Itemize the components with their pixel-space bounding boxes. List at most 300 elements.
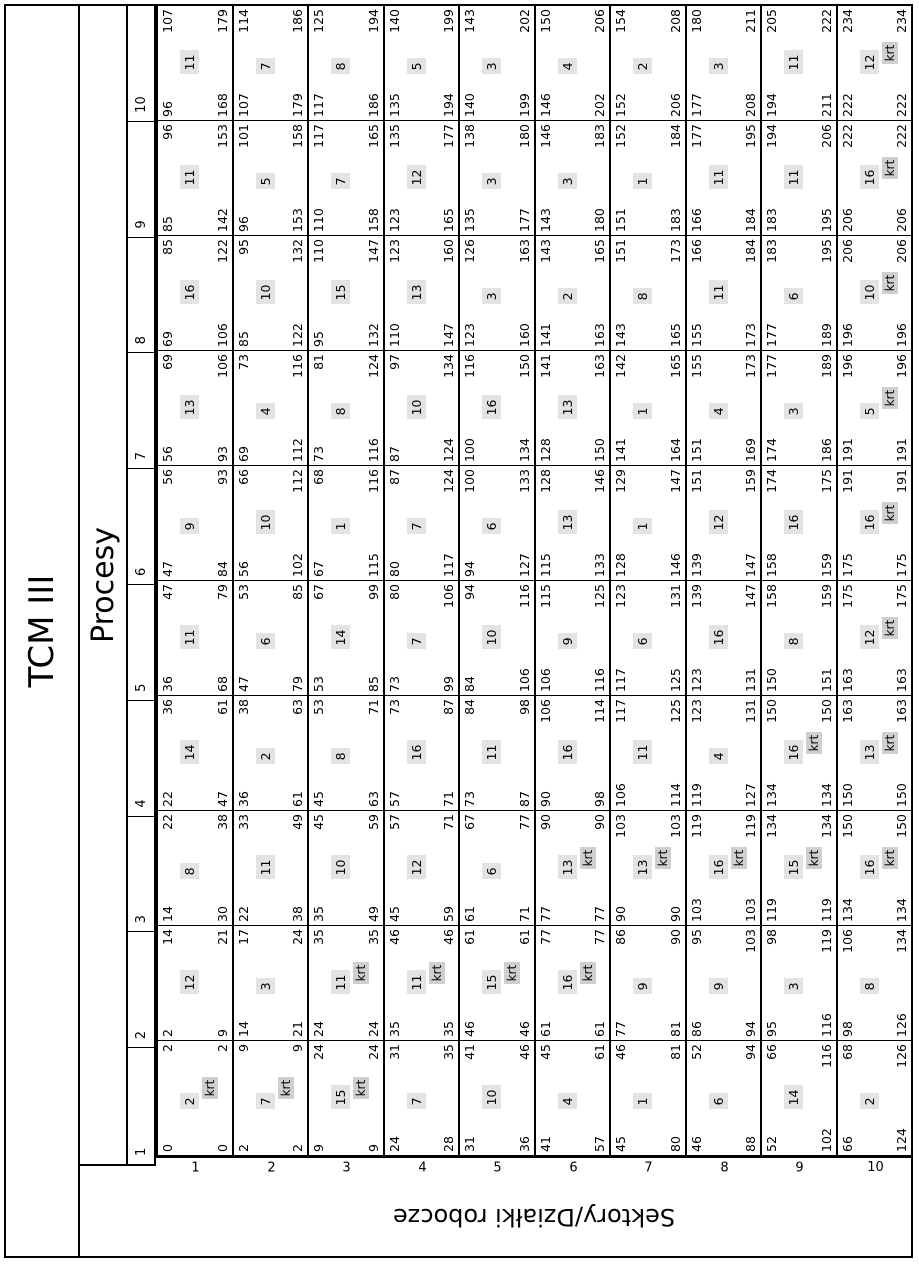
late-start: 186 bbox=[365, 93, 381, 117]
column-header-6: 6 bbox=[128, 469, 154, 585]
early-finish: 53 bbox=[311, 699, 326, 715]
row-label: 5 bbox=[493, 1160, 502, 1176]
early-start: 41 bbox=[537, 1136, 553, 1152]
late-finish: 175 bbox=[894, 584, 909, 608]
early-start: 141 bbox=[613, 438, 628, 462]
late-finish: 46 bbox=[516, 1044, 532, 1060]
late-start: 158 bbox=[365, 208, 381, 232]
early-finish: 234 bbox=[839, 9, 855, 33]
late-start: 63 bbox=[365, 791, 381, 807]
schedule-cell bbox=[460, 121, 534, 236]
duration: 13 bbox=[407, 281, 426, 305]
early-finish: 177 bbox=[688, 124, 704, 148]
early-start: 24 bbox=[386, 1136, 402, 1152]
duration: 2 bbox=[860, 1093, 879, 1109]
late-finish: 59 bbox=[365, 814, 381, 830]
schedule-cell bbox=[460, 811, 534, 926]
early-finish: 107 bbox=[160, 9, 175, 33]
duration: 10 bbox=[407, 396, 426, 420]
schedule-cell bbox=[460, 236, 534, 351]
early-finish: 45 bbox=[537, 1044, 553, 1060]
early-start: 56 bbox=[160, 446, 175, 462]
early-start: 139 bbox=[688, 553, 704, 577]
late-start: 179 bbox=[290, 93, 305, 117]
schedule-cell bbox=[158, 6, 232, 121]
early-finish: 100 bbox=[462, 469, 477, 493]
late-start: 119 bbox=[818, 898, 834, 922]
row-label: 2 bbox=[267, 1160, 276, 1176]
duration: 12 bbox=[860, 51, 879, 75]
late-start: 125 bbox=[667, 668, 683, 692]
early-finish: 158 bbox=[764, 584, 779, 608]
duration: 1 bbox=[633, 518, 652, 534]
early-start: 24 bbox=[311, 1021, 326, 1037]
critical-badge: krt bbox=[806, 847, 822, 870]
early-finish: 86 bbox=[613, 929, 628, 945]
duration: 8 bbox=[331, 403, 350, 419]
schedule-cell bbox=[460, 1041, 534, 1156]
duration: 16 bbox=[709, 856, 728, 880]
schedule-cell bbox=[234, 351, 308, 466]
duration: 5 bbox=[860, 403, 879, 419]
schedule-cell bbox=[687, 581, 761, 696]
schedule-cell bbox=[460, 926, 534, 1041]
early-start: 94 bbox=[462, 561, 477, 577]
duration: 16 bbox=[860, 166, 879, 190]
early-start: 14 bbox=[160, 906, 175, 922]
late-start: 142 bbox=[214, 208, 230, 232]
early-finish: 141 bbox=[537, 354, 553, 378]
critical-badge: krt bbox=[202, 1077, 218, 1100]
duration: 1 bbox=[633, 1093, 652, 1109]
late-finish: 165 bbox=[667, 354, 683, 378]
early-finish: 191 bbox=[839, 469, 855, 493]
column-header-5: 5 bbox=[128, 585, 154, 701]
early-start: 84 bbox=[462, 676, 477, 692]
late-start: 116 bbox=[592, 668, 607, 692]
early-start: 46 bbox=[462, 1021, 477, 1037]
early-start: 73 bbox=[462, 791, 477, 807]
early-start: 152 bbox=[613, 93, 628, 117]
schedule-grid bbox=[156, 6, 911, 1176]
critical-badge: krt bbox=[882, 272, 898, 295]
critical-badge: krt bbox=[882, 387, 898, 410]
late-finish: 106 bbox=[214, 354, 230, 378]
late-start: 102 bbox=[290, 553, 305, 577]
duration: 6 bbox=[256, 633, 275, 649]
early-finish: 17 bbox=[235, 929, 251, 945]
schedule-cell bbox=[611, 581, 685, 696]
schedule-cell bbox=[762, 1041, 836, 1156]
schedule-cell bbox=[460, 696, 534, 811]
early-finish: 183 bbox=[764, 239, 779, 263]
late-finish: 132 bbox=[290, 239, 305, 263]
early-finish: 46 bbox=[386, 929, 402, 945]
duration: 11 bbox=[784, 166, 803, 190]
late-finish: 24 bbox=[290, 929, 305, 945]
late-finish: 206 bbox=[818, 124, 834, 148]
late-finish: 38 bbox=[214, 814, 230, 830]
early-finish: 87 bbox=[386, 469, 402, 485]
early-start: 135 bbox=[386, 93, 402, 117]
duration: 11 bbox=[180, 626, 199, 650]
schedule-cell bbox=[309, 121, 383, 236]
early-finish: 126 bbox=[462, 239, 477, 263]
early-finish: 152 bbox=[613, 124, 628, 148]
duration: 3 bbox=[784, 978, 803, 994]
early-start: 14 bbox=[235, 1021, 251, 1037]
schedule-cell bbox=[838, 1041, 912, 1156]
late-finish: 35 bbox=[365, 929, 381, 945]
schedule-cell bbox=[611, 351, 685, 466]
table-row bbox=[383, 6, 459, 1176]
early-start: 45 bbox=[613, 1136, 628, 1152]
early-finish: 101 bbox=[235, 124, 251, 148]
early-finish: 2 bbox=[160, 1044, 175, 1052]
late-start: 184 bbox=[743, 208, 758, 232]
schedule-cell bbox=[838, 466, 912, 581]
late-start: 81 bbox=[667, 1021, 683, 1037]
late-start: 175 bbox=[894, 553, 909, 577]
late-finish: 234 bbox=[894, 9, 909, 33]
schedule-cell bbox=[309, 6, 383, 121]
early-start: 77 bbox=[537, 906, 553, 922]
late-finish: 206 bbox=[592, 9, 607, 33]
late-start: 147 bbox=[441, 323, 456, 347]
late-start: 0 bbox=[214, 1144, 230, 1152]
critical-badge: krt bbox=[882, 42, 898, 65]
late-start: 2 bbox=[290, 1144, 305, 1152]
late-start: 57 bbox=[592, 1136, 607, 1152]
early-start: 0 bbox=[160, 1144, 175, 1152]
early-finish: 9 bbox=[235, 1044, 251, 1052]
late-finish: 159 bbox=[818, 584, 834, 608]
late-start: 186 bbox=[818, 438, 834, 462]
schedule-cell bbox=[385, 6, 459, 121]
duration: 9 bbox=[633, 978, 652, 994]
late-start: 134 bbox=[818, 783, 834, 807]
early-finish: 134 bbox=[764, 814, 779, 838]
early-start: 95 bbox=[311, 331, 326, 347]
early-start: 115 bbox=[537, 553, 553, 577]
early-start: 22 bbox=[160, 791, 175, 807]
early-start: 117 bbox=[311, 93, 326, 117]
late-start: 106 bbox=[516, 668, 532, 692]
duration: 13 bbox=[180, 396, 199, 420]
late-finish: 180 bbox=[516, 124, 532, 148]
duration: 2 bbox=[558, 288, 577, 304]
duration: 3 bbox=[482, 288, 501, 304]
late-finish: 186 bbox=[290, 9, 305, 33]
schedule-cell bbox=[536, 581, 610, 696]
early-start: 57 bbox=[386, 791, 402, 807]
late-start: 222 bbox=[894, 93, 909, 117]
schedule-cell bbox=[309, 236, 383, 351]
late-finish: 177 bbox=[441, 124, 456, 148]
late-start: 147 bbox=[743, 553, 758, 577]
duration: 15 bbox=[331, 281, 350, 305]
duration: 15 bbox=[331, 1086, 350, 1110]
duration: 6 bbox=[482, 863, 501, 879]
late-start: 106 bbox=[214, 323, 230, 347]
column-header-1: 1 bbox=[133, 1147, 149, 1156]
early-start: 206 bbox=[839, 208, 855, 232]
late-finish: 222 bbox=[894, 124, 909, 148]
early-start: 2 bbox=[160, 1029, 175, 1037]
early-start: 150 bbox=[764, 668, 779, 692]
late-start: 173 bbox=[743, 323, 758, 347]
early-finish: 117 bbox=[311, 124, 326, 148]
schedule-cell bbox=[385, 1041, 459, 1156]
late-finish: 202 bbox=[516, 9, 532, 33]
row-label: 8 bbox=[720, 1160, 729, 1176]
early-start: 163 bbox=[839, 668, 855, 692]
early-start: 191 bbox=[839, 438, 855, 462]
early-start: 143 bbox=[537, 208, 553, 232]
duration: 7 bbox=[407, 518, 426, 534]
late-start: 206 bbox=[667, 93, 683, 117]
late-finish: 131 bbox=[743, 699, 758, 723]
early-finish: 31 bbox=[386, 1044, 402, 1060]
schedule-cell bbox=[687, 926, 761, 1041]
late-finish: 184 bbox=[743, 239, 758, 263]
duration: 8 bbox=[180, 863, 199, 879]
late-start: 163 bbox=[592, 323, 607, 347]
duration: 6 bbox=[784, 288, 803, 304]
early-finish: 67 bbox=[311, 584, 326, 600]
early-start: 61 bbox=[537, 1021, 553, 1037]
early-start: 177 bbox=[688, 93, 704, 117]
early-finish: 24 bbox=[311, 1044, 326, 1060]
early-start: 85 bbox=[160, 216, 175, 232]
late-finish: 195 bbox=[818, 239, 834, 263]
early-finish: 151 bbox=[688, 469, 704, 493]
table-row bbox=[760, 6, 836, 1176]
table-row bbox=[307, 6, 383, 1176]
early-start: 46 bbox=[688, 1136, 704, 1152]
late-start: 9 bbox=[365, 1144, 381, 1152]
early-start: 96 bbox=[160, 101, 175, 117]
schedule-cell bbox=[234, 1041, 308, 1156]
schedule-cell bbox=[234, 926, 308, 1041]
late-finish: 116 bbox=[290, 354, 305, 378]
late-finish: 106 bbox=[441, 584, 456, 608]
duration: 2 bbox=[633, 58, 652, 74]
critical-badge: krt bbox=[806, 732, 822, 755]
early-start: 90 bbox=[537, 791, 553, 807]
early-finish: 142 bbox=[613, 354, 628, 378]
late-finish: 153 bbox=[214, 124, 230, 148]
early-start: 73 bbox=[311, 446, 326, 462]
duration: 8 bbox=[784, 633, 803, 649]
column-header-4: 4 bbox=[128, 701, 154, 817]
late-start: 194 bbox=[441, 93, 456, 117]
schedule-cell bbox=[762, 926, 836, 1041]
early-finish: 146 bbox=[537, 124, 553, 148]
early-start: 69 bbox=[160, 331, 175, 347]
duration: 8 bbox=[633, 288, 652, 304]
early-start: 22 bbox=[235, 906, 251, 922]
late-start: 127 bbox=[516, 553, 532, 577]
schedule-cell bbox=[838, 121, 912, 236]
schedule-cell bbox=[838, 581, 912, 696]
early-start: 53 bbox=[311, 676, 326, 692]
schedule-cell bbox=[687, 1041, 761, 1156]
early-start: 80 bbox=[386, 561, 402, 577]
early-start: 117 bbox=[613, 668, 628, 692]
early-start: 96 bbox=[235, 216, 251, 232]
early-finish: 95 bbox=[235, 239, 251, 255]
schedule-cell bbox=[611, 926, 685, 1041]
schedule-cell bbox=[158, 121, 232, 236]
early-finish: 123 bbox=[688, 699, 704, 723]
late-finish: 2 bbox=[214, 1044, 230, 1052]
schedule-cell bbox=[385, 926, 459, 1041]
schedule-cell bbox=[762, 581, 836, 696]
critical-badge: krt bbox=[655, 847, 671, 870]
schedule-cell bbox=[234, 466, 308, 581]
late-start: 61 bbox=[592, 1021, 607, 1037]
early-finish: 73 bbox=[235, 354, 251, 370]
schedule-cell bbox=[838, 6, 912, 121]
late-finish: 147 bbox=[365, 239, 381, 263]
late-finish: 184 bbox=[667, 124, 683, 148]
late-finish: 103 bbox=[743, 929, 758, 953]
early-finish: 194 bbox=[764, 124, 779, 148]
critical-badge: krt bbox=[353, 962, 369, 985]
late-start: 36 bbox=[516, 1136, 532, 1152]
early-finish: 46 bbox=[613, 1044, 628, 1060]
schedule-cell bbox=[385, 581, 459, 696]
late-start: 116 bbox=[818, 1013, 834, 1037]
early-finish: 123 bbox=[613, 584, 628, 608]
duration: 3 bbox=[784, 403, 803, 419]
late-finish: 133 bbox=[516, 469, 532, 493]
early-start: 73 bbox=[386, 676, 402, 692]
late-finish: 94 bbox=[743, 1044, 758, 1060]
schedule-cell bbox=[460, 466, 534, 581]
early-start: 123 bbox=[462, 323, 477, 347]
schedule-cell bbox=[158, 581, 232, 696]
late-finish: 77 bbox=[592, 929, 607, 945]
late-start: 206 bbox=[894, 208, 909, 232]
schedule-cell bbox=[309, 1041, 383, 1156]
late-start: 38 bbox=[290, 906, 305, 922]
schedule-cell bbox=[460, 581, 534, 696]
early-start: 56 bbox=[235, 561, 251, 577]
early-start: 36 bbox=[160, 676, 175, 692]
schedule-cell bbox=[611, 1041, 685, 1156]
early-finish: 80 bbox=[386, 584, 402, 600]
late-finish: 163 bbox=[592, 354, 607, 378]
late-finish: 90 bbox=[667, 929, 683, 945]
late-start: 84 bbox=[214, 561, 230, 577]
late-start: 126 bbox=[894, 1013, 909, 1037]
duration: 12 bbox=[860, 626, 879, 650]
late-finish: 126 bbox=[894, 1044, 909, 1068]
early-finish: 163 bbox=[839, 699, 855, 723]
early-finish: 114 bbox=[235, 9, 251, 33]
schedule-cell bbox=[687, 811, 761, 926]
early-start: 9 bbox=[311, 1144, 326, 1152]
late-finish: 165 bbox=[365, 124, 381, 148]
duration: 7 bbox=[256, 58, 275, 74]
late-start: 124 bbox=[441, 438, 456, 462]
row-label: 7 bbox=[644, 1160, 653, 1176]
early-finish: 116 bbox=[462, 354, 477, 378]
schedule-cell bbox=[309, 811, 383, 926]
duration: 14 bbox=[180, 741, 199, 765]
duration: 3 bbox=[709, 58, 728, 74]
early-finish: 206 bbox=[839, 239, 855, 263]
early-finish: 52 bbox=[688, 1044, 704, 1060]
schedule-cell bbox=[309, 926, 383, 1041]
late-finish: 35 bbox=[441, 1044, 456, 1060]
late-finish: 173 bbox=[743, 354, 758, 378]
duration: 11 bbox=[331, 971, 350, 995]
late-finish: 194 bbox=[365, 9, 381, 33]
early-start: 77 bbox=[613, 1021, 628, 1037]
schedule-cell bbox=[536, 236, 610, 351]
early-start: 110 bbox=[386, 323, 402, 347]
early-start: 134 bbox=[839, 898, 855, 922]
early-finish: 73 bbox=[386, 699, 402, 715]
column-header-8: 8 bbox=[128, 238, 154, 354]
schedule-cell bbox=[687, 351, 761, 466]
row-label: 4 bbox=[418, 1160, 427, 1176]
duration: 6 bbox=[482, 518, 501, 534]
late-start: 90 bbox=[667, 906, 683, 922]
early-start: 123 bbox=[688, 668, 704, 692]
late-finish: 147 bbox=[743, 584, 758, 608]
duration: 16 bbox=[558, 971, 577, 995]
duration: 11 bbox=[633, 741, 652, 765]
early-finish: 41 bbox=[462, 1044, 477, 1060]
late-start: 61 bbox=[290, 791, 305, 807]
late-finish: 87 bbox=[441, 699, 456, 715]
late-finish: 21 bbox=[214, 929, 230, 945]
table-row bbox=[534, 6, 610, 1176]
late-start: 208 bbox=[743, 93, 758, 117]
early-finish: 119 bbox=[688, 814, 704, 838]
late-finish: 63 bbox=[290, 699, 305, 715]
row-label: 1 bbox=[191, 1160, 200, 1176]
schedule-cell bbox=[838, 351, 912, 466]
schedule-cell bbox=[762, 6, 836, 121]
late-finish: 125 bbox=[592, 584, 607, 608]
schedule-cell bbox=[385, 121, 459, 236]
column-header-9: 9 bbox=[128, 122, 154, 238]
critical-badge: krt bbox=[580, 847, 596, 870]
early-finish: 150 bbox=[839, 814, 855, 838]
duration: 10 bbox=[860, 281, 879, 305]
late-start: 24 bbox=[365, 1021, 381, 1037]
duration: 4 bbox=[558, 1093, 577, 1109]
duration: 13 bbox=[558, 396, 577, 420]
early-start: 196 bbox=[839, 323, 855, 347]
critical-badge: krt bbox=[353, 1077, 369, 1100]
early-start: 52 bbox=[764, 1136, 779, 1152]
critical-badge: krt bbox=[882, 847, 898, 870]
duration: 7 bbox=[407, 1093, 426, 1109]
late-finish: 85 bbox=[290, 584, 305, 600]
early-finish: 106 bbox=[537, 699, 553, 723]
late-start: 163 bbox=[894, 668, 909, 692]
late-finish: 112 bbox=[290, 469, 305, 493]
early-finish: 66 bbox=[235, 469, 251, 485]
late-start: 122 bbox=[290, 323, 305, 347]
schedule-cell bbox=[687, 466, 761, 581]
